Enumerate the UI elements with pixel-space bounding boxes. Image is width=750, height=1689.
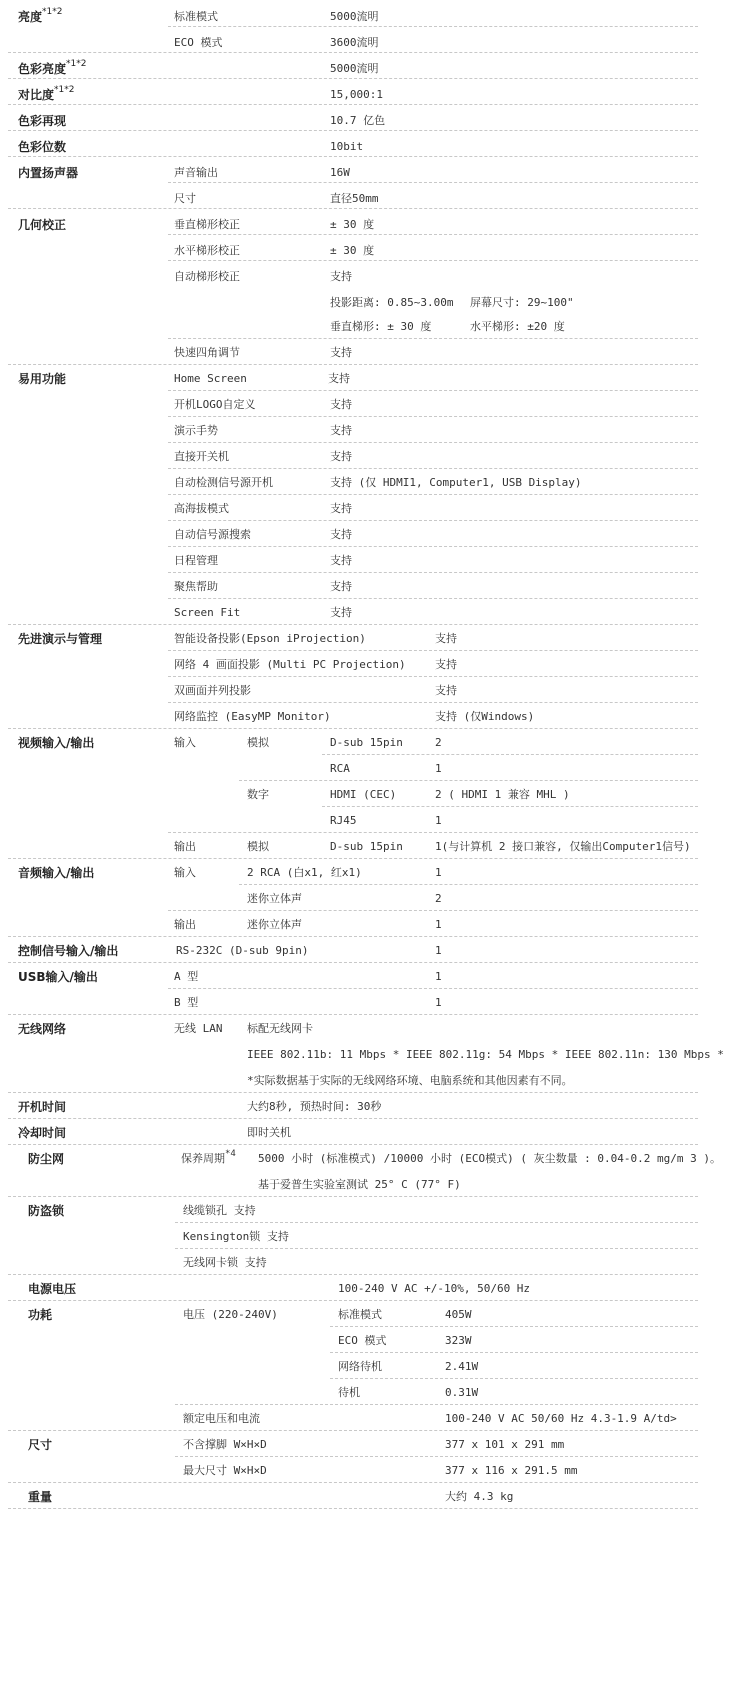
spec-value (435, 886, 442, 912)
cell-text: 尺寸 (174, 192, 196, 205)
spec-value (176, 938, 308, 964)
spec-value (247, 860, 362, 886)
spec-value (247, 1042, 724, 1068)
row-divider (8, 1482, 698, 1483)
spec-value (330, 212, 374, 238)
cell-text: 405W (445, 1308, 472, 1321)
spec-heading (28, 1484, 52, 1510)
spec-value (174, 444, 229, 470)
cell-text: USB输入/输出 (18, 970, 98, 984)
spec-value (247, 886, 302, 912)
cell-text: 数字 (247, 788, 269, 801)
spec-value (174, 730, 196, 756)
spec-value (435, 626, 457, 652)
cell-text: RCA (330, 762, 350, 775)
cell-text: D-sub 15pin (330, 840, 403, 853)
row-divider (8, 1014, 698, 1015)
spec-value (183, 1224, 289, 1250)
cell-text: 高海拔模式 (174, 502, 229, 515)
spec-heading (18, 1094, 66, 1120)
spec-value (174, 340, 240, 366)
spec-value (247, 1094, 381, 1120)
cell-text: 支持 (330, 528, 352, 541)
spec-heading (18, 212, 66, 238)
spec-value (174, 238, 240, 264)
spec-value (174, 160, 218, 186)
row-divider (168, 468, 698, 469)
cell-text: 色彩位数 (18, 140, 67, 154)
spec-value (330, 4, 379, 30)
spec-value (174, 678, 251, 704)
cell-text: 支持 (仅Windows) (435, 710, 535, 723)
cell-text: 即时关机 (247, 1126, 291, 1139)
cell-text: 模拟 (247, 840, 269, 853)
spec-value (330, 392, 352, 418)
cell-text: 日程管理 (174, 554, 218, 567)
cell-text: 100-240 V AC +/-10%, 50/60 Hz (338, 1282, 531, 1295)
row-divider (168, 832, 698, 833)
cell-text: 支持 (435, 632, 457, 645)
cell-text: 垂直梯形校正 (174, 218, 240, 231)
row-divider (8, 1274, 698, 1275)
spec-value (174, 496, 229, 522)
cell-text: 支持 (435, 658, 457, 671)
cell-text: 尺寸 (28, 1438, 53, 1452)
spec-value (174, 418, 218, 444)
cell-text: 水平梯形校正 (174, 244, 240, 257)
cell-text: 377 x 101 x 291 mm (445, 1438, 565, 1451)
cell-text: 电源电压 (28, 1282, 77, 1296)
footnote-marker: *1*2 (66, 59, 87, 69)
spec-value (445, 1302, 472, 1328)
spec-heading (18, 860, 94, 886)
cell-text: 大约8秒, 预热时间: 30秒 (247, 1100, 382, 1113)
cell-text: 10.7 亿色 (330, 114, 386, 127)
spec-value (330, 834, 403, 860)
spec-heading (18, 134, 66, 160)
cell-text: 5000流明 (330, 10, 379, 23)
cell-text: 377 x 116 x 291.5 mm (445, 1464, 578, 1477)
row-divider (168, 442, 698, 443)
spec-value (445, 1432, 564, 1458)
cell-text: ± 30 度 (330, 244, 375, 257)
spec-value (330, 134, 363, 160)
spec-value (330, 160, 350, 186)
spec-heading (18, 626, 102, 652)
cell-text: 10bit (330, 140, 364, 153)
spec-value (174, 366, 247, 392)
cell-text: 支持 (330, 502, 352, 515)
cell-text: 2 (435, 892, 442, 905)
cell-text: RJ45 (330, 814, 357, 827)
spec-heading (18, 82, 74, 108)
cell-text: 1 (435, 996, 442, 1009)
cell-text: B 型 (174, 996, 199, 1009)
cell-text: 基于爱普生实验室测试 25° C (77° F) (258, 1178, 461, 1191)
cell-text: ± 30 度 (330, 218, 375, 231)
row-divider (175, 1404, 698, 1405)
row-divider (168, 520, 698, 521)
spec-value (174, 264, 240, 290)
spec-value (174, 4, 218, 30)
cell-text: 无线 LAN (174, 1022, 223, 1035)
spec-value (330, 730, 403, 756)
spec-value (435, 704, 534, 730)
cell-text: 垂直梯形: ± 30 度 (330, 320, 432, 333)
spec-value (174, 600, 240, 626)
cell-text: 自动信号源搜索 (174, 528, 251, 541)
row-divider (168, 338, 698, 339)
spec-value (435, 730, 442, 756)
cell-text: 1 (435, 814, 442, 827)
spec-value (330, 418, 352, 444)
spec-value (174, 574, 218, 600)
cell-text: 冷却时间 (18, 1126, 67, 1140)
spec-value (435, 678, 457, 704)
cell-text: 支持 (435, 684, 457, 697)
cell-text: 迷你立体声 (247, 892, 302, 905)
cell-text: 3600流明 (330, 36, 379, 49)
cell-text: 直径50mm (330, 192, 379, 205)
cell-text: 15,000:1 (330, 88, 383, 101)
cell-text: 模拟 (247, 736, 269, 749)
spec-value (338, 1328, 387, 1354)
cell-text: 投影距离: 0.85~3.00m (330, 296, 454, 309)
cell-text: 支持 (仅 HDMI1, Computer1, USB Display) (330, 476, 582, 489)
spec-value (445, 1328, 472, 1354)
row-divider (168, 182, 698, 183)
spec-value (330, 548, 352, 574)
cell-text: 不含撑脚 W×H×D (183, 1438, 267, 1451)
cell-text: ECO 模式 (338, 1334, 387, 1347)
spec-heading (28, 1276, 76, 1302)
spec-value (183, 1250, 267, 1276)
cell-text: 标准模式 (174, 10, 218, 23)
spec-value (435, 912, 442, 938)
spec-heading (18, 938, 118, 964)
spec-value (174, 912, 196, 938)
spec-value (183, 1198, 256, 1224)
row-divider (168, 988, 698, 989)
spec-value (174, 1016, 223, 1042)
spec-value (435, 964, 442, 990)
cell-text: 100-240 V AC 50/60 Hz 4.3-1.9 A/td> (445, 1412, 677, 1425)
cell-text: 重量 (28, 1490, 53, 1504)
cell-text: 色彩再现 (18, 114, 67, 128)
cell-text: 5000 小时 (标准模式) /10000 小时 (ECO模式) ( 灰尘数量 : 0.04-0.2 mg/m 3 )。 (258, 1152, 722, 1165)
spec-value (470, 314, 565, 340)
cell-text: ECO 模式 (174, 36, 223, 49)
cell-text: 防盗锁 (28, 1204, 65, 1218)
cell-text: 控制信号输入/输出 (18, 944, 119, 958)
spec-heading (18, 160, 78, 186)
cell-text: 智能设备投影(Epson iProjection) (174, 632, 366, 645)
cell-text: 支持 (330, 346, 352, 359)
spec-value (183, 1302, 278, 1328)
spec-value (330, 600, 352, 626)
cell-text: 1 (435, 762, 442, 775)
cell-text: 支持 (328, 372, 350, 385)
spec-value (181, 1146, 236, 1172)
row-divider (168, 572, 698, 573)
cell-text: 支持 (330, 606, 352, 619)
row-divider (8, 364, 698, 365)
row-divider (168, 234, 698, 235)
cell-text: 1 (435, 970, 442, 983)
spec-value (174, 990, 198, 1016)
cell-text: 屏幕尺寸: 29~100" (470, 296, 574, 309)
footnote-marker: *4 (225, 1149, 236, 1159)
row-divider (168, 260, 698, 261)
cell-text: 几何校正 (18, 218, 67, 232)
cell-text: Home Screen (174, 372, 247, 385)
cell-text: 自动梯形校正 (174, 270, 240, 283)
spec-value (470, 290, 574, 316)
cell-text: IEEE 802.11b: 11 Mbps * IEEE 802.11g: 54 Mbps * IEEE 802.11n: 130 Mbps * (247, 1048, 724, 1061)
cell-text: 电压 (220-240V) (183, 1308, 278, 1321)
row-divider (168, 598, 698, 599)
spec-value (247, 1120, 291, 1146)
spec-value (183, 1458, 267, 1484)
spec-value (435, 652, 457, 678)
footnote-marker: *1*2 (42, 7, 63, 17)
cell-text: 先进演示与管理 (18, 632, 103, 646)
cell-text: 1 (435, 918, 442, 931)
spec-heading (18, 730, 94, 756)
cell-text: HDMI (CEC) (330, 788, 397, 801)
cell-text: 323W (445, 1334, 472, 1347)
spec-value (435, 938, 442, 964)
spec-value (258, 1172, 461, 1198)
spec-value (338, 1354, 382, 1380)
spec-value (174, 964, 198, 990)
spec-value (435, 860, 442, 886)
cell-text: 亮度 (18, 10, 43, 24)
cell-text: 保养周期 (181, 1152, 225, 1165)
cell-text: 1(与计算机 2 接口兼容, 仅输出Computer1信号) (435, 840, 691, 853)
cell-text: 双画面并列投影 (174, 684, 251, 697)
cell-text: 易用功能 (18, 372, 67, 386)
footnote-marker: *1*2 (54, 85, 75, 95)
spec-value (338, 1276, 530, 1302)
spec-value (330, 56, 379, 82)
cell-text: 2 RCA (白x1, 红x1) (247, 866, 362, 879)
cell-text: 直接开关机 (174, 450, 229, 463)
spec-value (247, 1068, 573, 1094)
spec-value (330, 756, 350, 782)
cell-text: 额定电压和电流 (183, 1412, 260, 1425)
spec-value (174, 186, 196, 212)
spec-value (247, 1016, 313, 1042)
cell-text: 音频输入/输出 (18, 866, 95, 880)
cell-text: 支持 (330, 424, 352, 437)
spec-value (435, 782, 570, 808)
spec-value (445, 1406, 677, 1432)
cell-text: 2 (435, 736, 442, 749)
cell-text: 功耗 (28, 1308, 53, 1322)
spec-value (183, 1406, 260, 1432)
row-divider (8, 936, 698, 937)
row-divider (239, 780, 698, 781)
spec-heading (18, 1120, 66, 1146)
spec-value (330, 444, 352, 470)
spec-heading (18, 366, 66, 392)
spec-value (330, 808, 357, 834)
spec-value (174, 626, 366, 652)
cell-text: 16W (330, 166, 350, 179)
cell-text: Kensington锁 支持 (183, 1230, 289, 1243)
spec-value (330, 82, 383, 108)
spec-value (247, 730, 269, 756)
cell-text: A 型 (174, 970, 199, 983)
cell-text: D-sub 15pin (330, 736, 403, 749)
spec-value (435, 834, 691, 860)
cell-text: 输出 (174, 840, 196, 853)
spec-value (445, 1484, 513, 1510)
spec-value (330, 108, 385, 134)
row-divider (330, 1378, 698, 1379)
cell-text: 网络 4 画面投影 (Multi PC Projection) (174, 658, 406, 671)
cell-text: 5000流明 (330, 62, 379, 75)
spec-value (445, 1380, 478, 1406)
spec-heading (28, 1198, 64, 1224)
row-divider (168, 390, 698, 391)
spec-value (330, 496, 352, 522)
cell-text: 内置扬声器 (18, 166, 79, 180)
cell-text: 开机时间 (18, 1100, 67, 1114)
spec-value (174, 392, 256, 418)
spec-value (445, 1354, 478, 1380)
spec-value (435, 756, 442, 782)
cell-text: 1 (435, 944, 442, 957)
spec-heading (18, 56, 86, 82)
cell-text: 支持 (330, 270, 352, 283)
row-divider (8, 1508, 698, 1509)
spec-value (330, 264, 352, 290)
spec-value (174, 834, 196, 860)
cell-text: 网络监控 (EasyMP Monitor) (174, 710, 331, 723)
spec-value (330, 340, 352, 366)
spec-value (174, 652, 406, 678)
cell-text: 线缆锁孔 支持 (183, 1204, 256, 1217)
spec-heading (28, 1146, 64, 1172)
spec-value (435, 990, 442, 1016)
spec-value (330, 574, 352, 600)
spec-heading (18, 108, 66, 134)
cell-text: 聚焦帮助 (174, 580, 218, 593)
spec-value (247, 782, 269, 808)
spec-value (174, 704, 331, 730)
row-divider (8, 728, 698, 729)
cell-text: 防尘网 (28, 1152, 65, 1166)
spec-value (330, 30, 379, 56)
spec-value (330, 522, 352, 548)
cell-text: 水平梯形: ±20 度 (470, 320, 565, 333)
cell-text: 支持 (330, 450, 352, 463)
cell-text: 标配无线网卡 (247, 1022, 313, 1035)
spec-value (247, 834, 269, 860)
cell-text: 最大尺寸 W×H×D (183, 1464, 267, 1477)
spec-value (330, 290, 453, 316)
spec-value (338, 1302, 382, 1328)
cell-text: 视频输入/输出 (18, 736, 95, 750)
spec-value (330, 238, 374, 264)
cell-text: RS-232C (D-sub 9pin) (176, 944, 309, 957)
cell-text: 色彩亮度 (18, 62, 67, 76)
cell-text: *实际数据基于实际的无线网络环境、电脑系统和其他因素有不同。 (247, 1074, 573, 1087)
row-divider (330, 1326, 698, 1327)
spec-value (338, 1380, 360, 1406)
cell-text: 声音输出 (174, 166, 218, 179)
cell-text: Screen Fit (174, 606, 241, 619)
spec-value (174, 212, 240, 238)
cell-text: 输入 (174, 736, 196, 749)
cell-text: 支持 (330, 398, 352, 411)
spec-value (174, 522, 251, 548)
cell-text: 标准模式 (338, 1308, 382, 1321)
spec-value (328, 366, 350, 392)
spec-heading (18, 1016, 66, 1042)
spec-value (330, 782, 396, 808)
spec-value (174, 860, 196, 886)
spec-value (174, 470, 273, 496)
cell-text: 输入 (174, 866, 196, 879)
spec-heading (28, 1302, 52, 1328)
cell-text: 网络待机 (338, 1360, 382, 1373)
cell-text: 无线网络 (18, 1022, 67, 1036)
cell-text: 演示手势 (174, 424, 218, 437)
cell-text: 迷你立体声 (247, 918, 302, 931)
cell-text: 支持 (330, 580, 352, 593)
cell-text: 开机LOGO自定义 (174, 398, 256, 411)
cell-text: 对比度 (18, 88, 55, 102)
spec-heading (28, 1432, 52, 1458)
spec-value (445, 1458, 577, 1484)
cell-text: 0.31W (445, 1386, 479, 1399)
cell-text: 无线网卡锁 支持 (183, 1256, 267, 1269)
spec-value (247, 912, 302, 938)
cell-text: 输出 (174, 918, 196, 931)
cell-text: 待机 (338, 1386, 360, 1399)
cell-text: 2 ( HDMI 1 兼容 MHL ) (435, 788, 570, 801)
row-divider (168, 26, 698, 27)
row-divider (8, 624, 698, 625)
spec-value (330, 470, 582, 496)
spec-heading (18, 964, 98, 990)
cell-text: 1 (435, 866, 442, 879)
spec-value (435, 808, 442, 834)
spec-value (258, 1146, 721, 1172)
spec-value (330, 186, 379, 212)
cell-text: 支持 (330, 554, 352, 567)
cell-text: 2.41W (445, 1360, 479, 1373)
spec-heading (18, 4, 62, 30)
cell-text: 自动检测信号源开机 (174, 476, 273, 489)
spec-value (174, 30, 223, 56)
spec-value (183, 1432, 267, 1458)
spec-value (174, 548, 218, 574)
spec-value (330, 314, 431, 340)
cell-text: 快速四角调节 (174, 346, 240, 359)
row-divider (8, 1144, 698, 1145)
cell-text: 大约 4.3 kg (445, 1490, 514, 1503)
